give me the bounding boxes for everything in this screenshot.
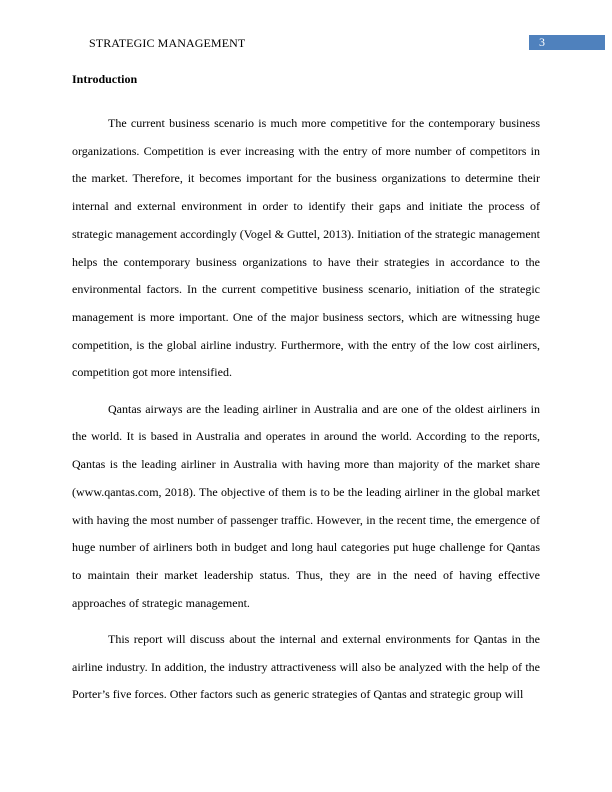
running-header-title: STRATEGIC MANAGEMENT (89, 36, 246, 50)
page-number: 3 (539, 35, 545, 49)
paragraph-3: This report will discuss about the internal and external environments for Qantas in the airline industry. In addition, the industry attractiveness will also be analyzed with the help of the Porter’s five forces. Other factors such as generic strategies of Qantas and strategic group will (72, 632, 540, 702)
paragraph-1: The current business scenario is much more competitive for the contemporary business organizations. Competition is ever increasing with the entry of more number of competitors in the market. Therefore, it becomes important for the business organizations to determine their internal and external environment in order to identify their gaps and initiate the process of strategic management accordingly (Vogel & Guttel, 2013). Initiation of the strategic management helps the contemporary business organizations to have their strategies in accordance to the environmental factors. In the current competitive business scenario, initiation of the strategic management is more important. One of the major business sectors, which are witnessing huge competition, is the global airline industry. Furthermore, with the entry of the low cost airliners, competition got more intensified. (72, 116, 540, 380)
document-body (72, 110, 540, 718)
paragraph-2: Qantas airways are the leading airliner in Australia and are one of the oldest airliners in the world. It is based in Australia and operates in around the world. According to the reports, Qantas is the leading airliner in Australia with having more than majority of the market share (www.qantas.com, 2018). The objective of them is to be the leading airliner in the global market with having the most number of passenger traffic. However, in the recent time, the emergence of huge number of airliners both in budget and long haul categories put huge challenge for Qantas to maintain their market leadership status. Thus, they are in the need of having effective approaches of strategic management. (72, 401, 540, 610)
section-heading: Introduction (72, 72, 138, 86)
page-number-badge (529, 35, 605, 50)
